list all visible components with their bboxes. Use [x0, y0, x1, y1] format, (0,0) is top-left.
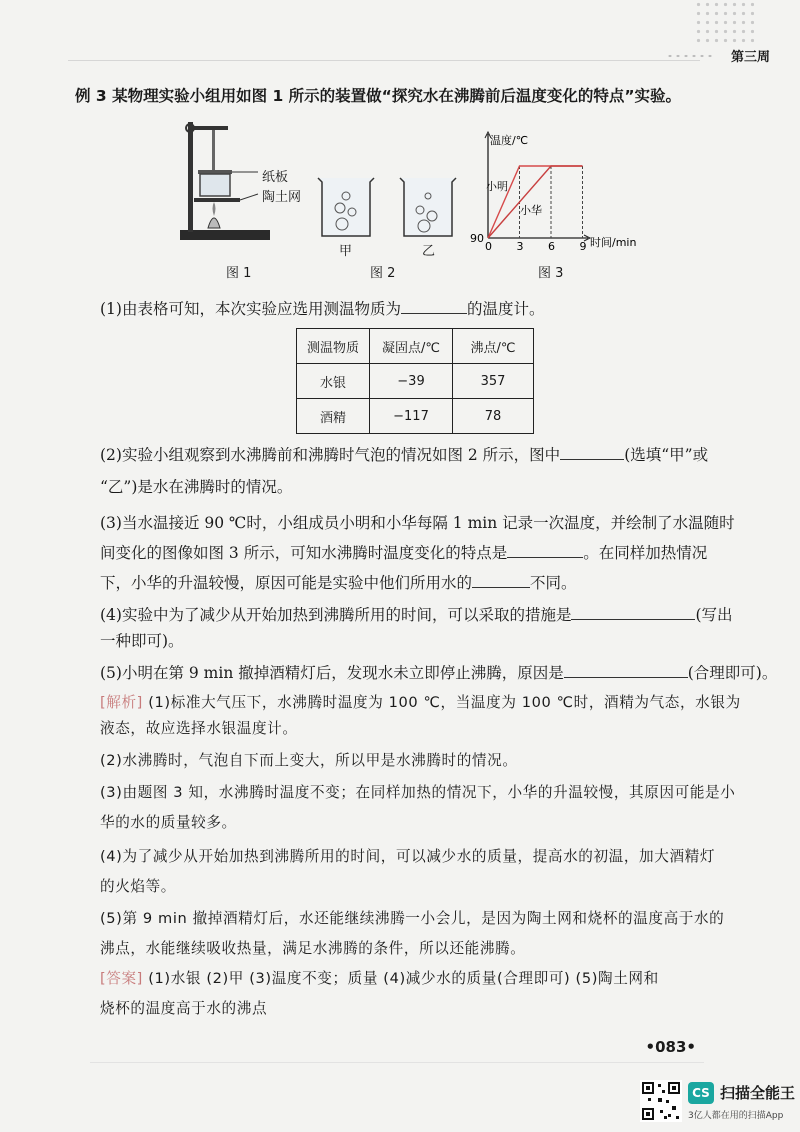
question-5: [100, 662, 778, 684]
solution-3-line-2: 华的水的质量较多。: [100, 814, 237, 831]
solution-5-line-2: 沸点，水能继续吸收热量，满足水沸腾的条件，所以还能沸腾。: [100, 940, 526, 957]
solution-3-line-1: (3)由题图 3 知，水沸腾时温度不变；在同样加热的情况下，小华的升温较慢，其原因可能是小: [100, 784, 736, 801]
q5-text-end: (合理即可)。: [687, 664, 778, 682]
series-line-0: [488, 166, 583, 238]
series-label-xiaoming: 小明: [486, 180, 508, 193]
x-tick-label: 3: [516, 240, 524, 253]
label-beaker-yi: 乙: [422, 244, 436, 259]
question-1: [100, 298, 704, 320]
q2-text: (2)实验小组观察到水沸腾前和沸腾时气泡的情况如图 2 所示，图中: [100, 446, 561, 464]
q1-text: (1)由表格可知，本次实验应选用测温物质为: [100, 300, 401, 318]
q1-answer-blank[interactable]: [401, 299, 467, 314]
q3-answer-blank-1[interactable]: [507, 543, 583, 558]
table-cell: −39: [370, 364, 453, 399]
scanner-slogan: 3亿人都在用的扫描App: [688, 1111, 784, 1121]
question-3-line-2: [100, 542, 708, 564]
answer-line-1: [100, 968, 704, 990]
answer-text: (1)水银 (2)甲 (3)温度不变；质量 (4)减少水的质量(合理即可) (5)陶土网和: [148, 970, 659, 987]
label-ceramic-mesh: 陶土网: [262, 190, 302, 205]
header-divider: [68, 60, 700, 61]
table-cell: 78: [453, 399, 534, 434]
solution-4-line-2: 的火焰等。: [100, 878, 176, 895]
figure-3-caption: 图 3: [538, 266, 564, 281]
question-4-line-2: 一种即可)。: [100, 632, 184, 650]
solution-1-line-2: 液态，故应选择水银温度计。: [100, 720, 298, 737]
table-row: [297, 399, 534, 434]
flame: [213, 202, 216, 216]
alcohol-lamp: [208, 218, 220, 228]
table-cell: 357: [453, 364, 534, 399]
series-label-xiaohua: 小华: [520, 204, 542, 217]
series-line-1: [488, 166, 583, 238]
solution-1-text: (1)标准大气压下，水沸腾时温度为 100 ℃，当温度为 100 ℃时，酒精为气态，水银为: [148, 694, 741, 711]
label-beaker-jia: 甲: [339, 244, 353, 259]
chart-ylabel: 温度/℃: [490, 134, 529, 147]
x-tick-label: 6: [548, 240, 555, 253]
figure-2-beakers: [312, 174, 462, 244]
decorative-dot-grid: [694, 0, 754, 44]
question-3-line-3: [100, 572, 704, 594]
beaker-jia: [318, 178, 374, 236]
decorative-dot-row: [666, 53, 714, 59]
q2-text-end: (选填“甲”或: [624, 446, 709, 464]
table-cell: 酒精: [297, 399, 370, 434]
stand-base: [180, 230, 270, 240]
q4-text-end: (写出: [695, 606, 733, 624]
solution-5-line-1: (5)第 9 min 撤掉酒精灯后，水还能继续沸腾一小会儿，是因为陶土网和烧杯的温度高于水的: [100, 910, 725, 927]
qr-code-icon: [640, 1080, 682, 1122]
q5-text: (5)小明在第 9 min 撤掉酒精灯后，发现水未立即停止沸腾，原因是: [100, 664, 564, 682]
scanner-brand: 扫描全能王: [720, 1084, 796, 1102]
figure-3-chart: [470, 128, 640, 254]
answer-tag: [答案]: [100, 970, 143, 987]
solution-tag: [解析]: [100, 694, 143, 711]
footer-divider: [90, 1062, 704, 1063]
question-2-line-1: [100, 444, 709, 466]
solution-4-line-1: (4)为了减少从开始加热到沸腾所用的时间，可以减少水的质量，提高水的初温，加大酒精灯: [100, 848, 716, 865]
question-3-line-1: (3)当水温接近 90 ℃时，小组成员小明和小华每隔 1 min 记录一次温度，并绘制了水温随时: [100, 514, 735, 532]
chart-xlabel: 时间/min: [590, 236, 637, 249]
table-cell: 水银: [297, 364, 370, 399]
solution-1-line-1: [100, 692, 741, 714]
q3-text-mid: 。在同样加热情况: [583, 544, 708, 562]
q4-answer-blank[interactable]: [571, 605, 695, 620]
week-label: 第三周: [730, 50, 770, 65]
table-row: [297, 364, 534, 399]
answer-line-2: 烧杯的温度高于水的沸点: [100, 1000, 268, 1017]
beaker-yi: [400, 178, 456, 236]
scanner-watermark: [640, 1080, 796, 1124]
table-header: 凝固点/℃: [370, 329, 453, 364]
question-4-line-1: [100, 604, 733, 626]
q3-text-2: 下，小华的升温较慢，原因可能是实验中他们所用水的: [100, 574, 473, 592]
q3-answer-blank-2[interactable]: [472, 573, 530, 588]
q5-answer-blank[interactable]: [564, 663, 688, 678]
table-header-row: [297, 329, 534, 364]
q3-text-end: 不同。: [530, 574, 577, 592]
x-tick-label: 9: [579, 240, 587, 253]
ceramic-mesh: [194, 198, 240, 202]
q2-answer-blank[interactable]: [560, 445, 624, 460]
chart-ytick: 90: [470, 232, 484, 245]
q3-text: 间变化的图像如图 3 所示，可知水沸腾时温度变化的特点是: [100, 544, 508, 562]
stand-pole: [188, 122, 193, 232]
beaker: [200, 174, 230, 196]
table-header: 沸点/℃: [453, 329, 534, 364]
x-tick-label: 0: [485, 240, 492, 253]
question-2-line-2: “乙”)是水在沸腾时的情况。: [100, 478, 293, 496]
figure-2-caption: 图 2: [370, 266, 396, 281]
figure-1-caption: 图 1: [226, 266, 252, 281]
leader-mesh: [240, 194, 258, 200]
solution-2: (2)水沸腾时，气泡自下而上变大，所以甲是水沸腾时的情况。: [100, 752, 518, 769]
page-number: •083•: [645, 1038, 696, 1056]
table-cell: −117: [370, 399, 453, 434]
camscanner-logo-icon: CS: [688, 1082, 714, 1104]
q1-text-end: 的温度计。: [466, 300, 545, 318]
melting-boiling-table: [296, 328, 534, 434]
problem-title: 例 3 某物理实验小组用如图 1 所示的装置做“探究水在沸腾前后温度变化的特点”实验。: [75, 87, 682, 105]
q4-text: (4)实验中为了减少从开始加热到沸腾所用的时间，可以采取的措施是: [100, 606, 572, 624]
table-header: 测温物质: [297, 329, 370, 364]
label-paper-board: 纸板: [262, 170, 289, 185]
